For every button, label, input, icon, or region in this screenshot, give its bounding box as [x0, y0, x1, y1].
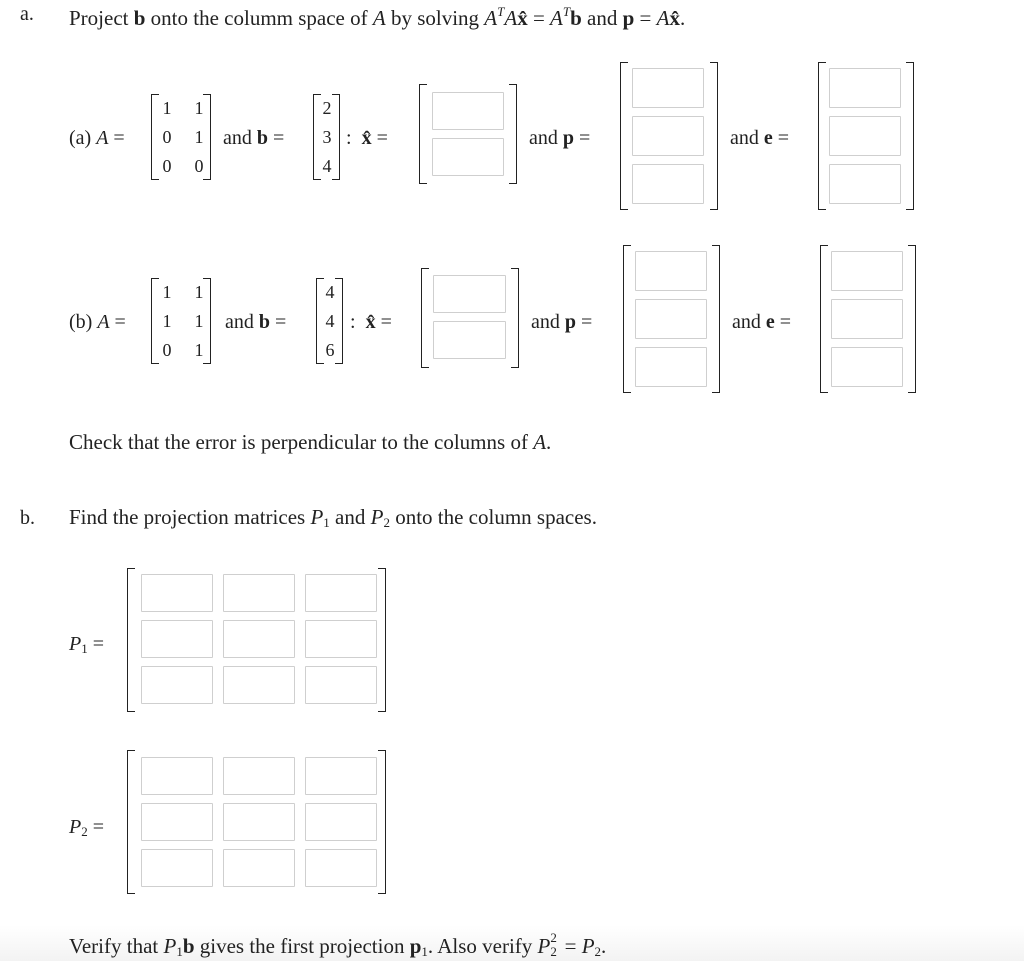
e-answer-input[interactable] — [831, 299, 903, 339]
p-right-bracket — [710, 62, 718, 210]
p-answer-input[interactable] — [635, 347, 707, 387]
part-b-marker: b. — [20, 507, 35, 529]
xhat-answer-input[interactable] — [432, 138, 504, 176]
matrix-a-cell: 0 — [162, 340, 172, 360]
e-left-bracket — [818, 62, 826, 210]
vector-b-right-bracket — [335, 278, 343, 364]
p-answer-input[interactable] — [635, 251, 707, 291]
e-answer-input[interactable] — [831, 251, 903, 291]
problem-a-lhs: (a) A = — [69, 127, 125, 149]
p2-answer-input[interactable] — [223, 803, 295, 841]
p2-answer-input[interactable] — [305, 803, 377, 841]
vector-b-right-bracket — [332, 94, 340, 180]
problem-a-and-e: and e = — [730, 127, 790, 149]
p2-answer-input[interactable] — [141, 757, 213, 795]
matrix-a-cell: 1 — [162, 282, 172, 302]
e-left-bracket — [820, 245, 828, 393]
problem-b-lhs: (b) A = — [69, 311, 126, 333]
xhat-answer-input[interactable] — [432, 92, 504, 130]
e-answer-input[interactable] — [829, 116, 901, 156]
matrix-a-cell: 1 — [194, 127, 204, 147]
problem-a-xhat: : x̂ = — [346, 127, 388, 149]
xhat-left-bracket — [419, 84, 427, 184]
e-answer-input[interactable] — [829, 164, 901, 204]
p2-answer-input[interactable] — [141, 803, 213, 841]
p-answer-input[interactable] — [632, 116, 704, 156]
p1-answer-input[interactable] — [141, 574, 213, 612]
xhat-right-bracket — [511, 268, 519, 368]
vector-b-cell: 2 — [322, 98, 332, 118]
part-a-marker: a. — [20, 3, 34, 25]
part-b-instruction: Find the projection matrices $P_1$ and $P_2$ onto the column spaces. — [69, 505, 597, 530]
matrix-a-cell: 1 — [162, 311, 172, 331]
p1-answer-input[interactable] — [141, 620, 213, 658]
p1-answer-input[interactable] — [305, 574, 377, 612]
vector-b-cell: 3 — [322, 127, 332, 147]
e-answer-input[interactable] — [831, 347, 903, 387]
e-right-bracket — [908, 245, 916, 393]
p1-answer-input[interactable] — [223, 666, 295, 704]
matrix-a-cell: 1 — [194, 98, 204, 118]
p1-answer-input[interactable] — [141, 666, 213, 704]
matrix-a-cell: 0 — [162, 127, 172, 147]
p-answer-input[interactable] — [632, 164, 704, 204]
xhat-left-bracket — [421, 268, 429, 368]
matrix-a-cell: 1 — [194, 340, 204, 360]
matrix-a-cell: 1 — [194, 282, 204, 302]
p-answer-input[interactable] — [632, 68, 704, 108]
p1-answer-input[interactable] — [305, 666, 377, 704]
p2-answer-input[interactable] — [223, 849, 295, 887]
problem-b-and-p: and p = — [531, 311, 593, 333]
xhat-answer-input[interactable] — [433, 321, 506, 359]
check-perpendicular-text: Check that the error is perpendicular to the columns of A. — [69, 430, 552, 454]
p2-answer-input[interactable] — [305, 849, 377, 887]
p2-right-bracket — [378, 750, 386, 894]
problem-a-and-b: and b = — [223, 127, 285, 149]
matrix-a-cell: 0 — [194, 156, 204, 176]
p-right-bracket — [712, 245, 720, 393]
xhat-answer-input[interactable] — [433, 275, 506, 313]
p1-right-bracket — [378, 568, 386, 712]
p2-answer-input[interactable] — [305, 757, 377, 795]
matrix-a-right-bracket — [203, 94, 211, 180]
p2-answer-input[interactable] — [141, 849, 213, 887]
e-answer-input[interactable] — [829, 68, 901, 108]
p2-label: $P_2$ = — [69, 816, 104, 839]
p1-answer-input[interactable] — [223, 620, 295, 658]
problem-a-and-p: and p = — [529, 127, 591, 149]
p-left-bracket — [620, 62, 628, 210]
p2-answer-input[interactable] — [223, 757, 295, 795]
p1-label: $P_1$ = — [69, 633, 104, 656]
vector-b-cell: 4 — [325, 282, 335, 302]
p1-left-bracket — [127, 568, 135, 712]
p1-answer-input[interactable] — [305, 620, 377, 658]
p-answer-input[interactable] — [635, 299, 707, 339]
xhat-right-bracket — [509, 84, 517, 184]
problem-b-and-e: and e = — [732, 311, 792, 333]
matrix-a-right-bracket — [203, 278, 211, 364]
matrix-a-cell: 1 — [194, 311, 204, 331]
verify-text: Verify that $P_1b$ gives the first projection $p_1$. Also verify P 2 2 = $P_2$. — [69, 930, 607, 959]
problem-b-xhat: : x̂ = — [350, 311, 392, 333]
matrix-a-cell: 0 — [162, 156, 172, 176]
p1-answer-input[interactable] — [223, 574, 295, 612]
vector-b-cell: 6 — [325, 340, 335, 360]
p2-left-bracket — [127, 750, 135, 894]
problem-b-and-b: and b = — [225, 311, 287, 333]
part-a-instruction: Project b onto the columm space of A by solving $A^TAx̂ = A^Tb$ and p = Ax̂. — [69, 4, 686, 30]
p-left-bracket — [623, 245, 631, 393]
e-right-bracket — [906, 62, 914, 210]
matrix-a-cell: 1 — [162, 98, 172, 118]
vector-b-cell: 4 — [322, 156, 332, 176]
vector-b-cell: 4 — [325, 311, 335, 331]
